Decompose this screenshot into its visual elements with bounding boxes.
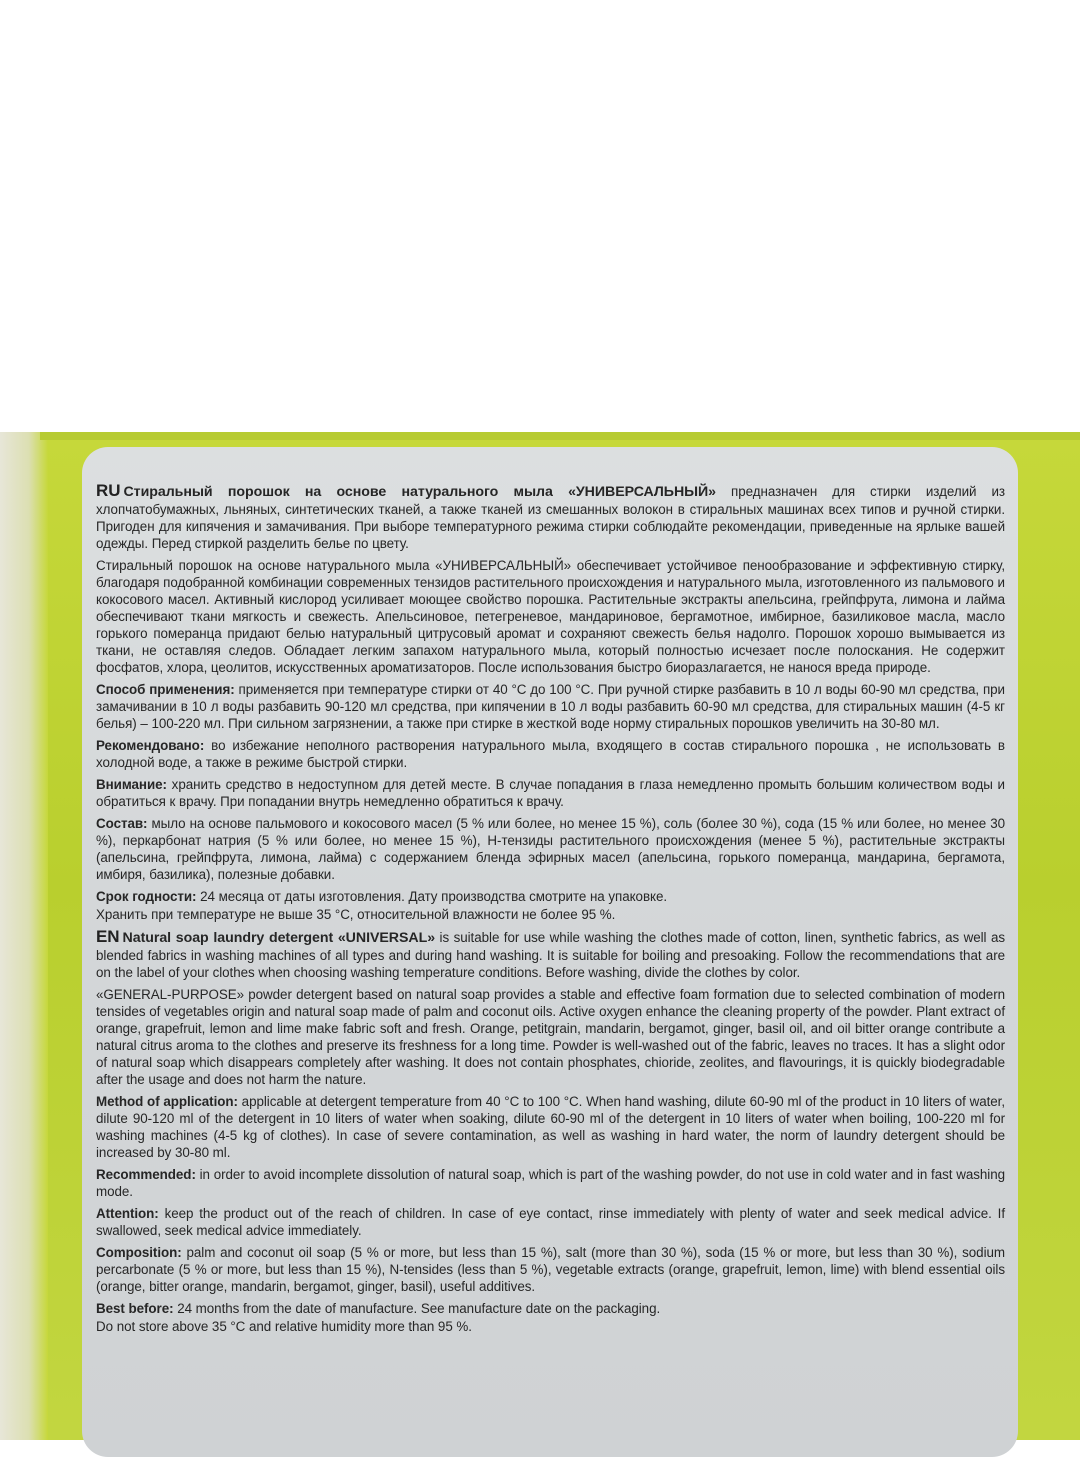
- ru-composition-label: Состав:: [96, 816, 148, 831]
- en-method-text: applicable at detergent temperature from 40 °C to 100 °C. When hand washing, dilute 60-90 ml of the product in 10 liters of water, dilute 90-120 ml of the detergent in 10 liters of water when soaking, dilute 60-90 ml of the detergent in 10 liters of water when boiling, 100-220 ml for washing machines (4-5 kg of clothes). In case of severe contamination, as well as washing in hard water, the norm of laundry detergent should be increased by 30-80 ml.: [96, 1094, 1005, 1160]
- ru-method-text: применяется при температуре стирки от 40 °С до 100 °С. При ручной стирке разбавить в 10 л воды 60-90 мл средства, при замачивании в 10 л воды разбавить 90-120 мл средства, при кипячении в 10 л воды разбавить 60-90 мл средства, для стиральных машин (4-5 кг белья) – 100-220 мл. При сильном загрязнении, а также при стирке в жесткой воде норму стиральных порошков увеличить на 30-80 мл.: [96, 682, 1005, 731]
- ru-recommended: [96, 737, 1005, 771]
- ru-method: [96, 681, 1005, 732]
- en-intro: [96, 928, 1005, 981]
- ru-intro: [96, 482, 1005, 552]
- ru-attention-text: хранить средство в недоступном для детей месте. В случае попадания в глаза немедленно промыть большим количеством воды и обратиться к врачу. При попадании внутрь немедленно обратиться к врачу.: [96, 777, 1005, 809]
- en-storage: Do not store above 35 °C and relative humidity more than 95 %.: [96, 1319, 472, 1334]
- en-description: «GENERAL-PURPOSE» powder detergent based on natural soap provides a stable and effective foam formation due to selected combination of modern tensides of vegetables origin and natural soap made of palm and coconut oils. Active oxygen enhance the cleaning property of the powder. Plant extract of orange, grapefruit, lemon and lime make fabric soft and fresh. Orange, petitgrain, mandarin, bergamot, ginger, basil oil, and oil bitter orange contribute a natural citrus aroma to the clothes and preserve its freshness for a long time. Powder is well-washed out of the fabric, leaves no traces. It has a slight odor of natural soap which disappears completely after washing. It does not contain phosphates, chioride, zeolites, and flavourings, it is quickly biodegradable after the usage and does not harm the nature.: [96, 987, 1005, 1087]
- en-composition-label: Composition:: [96, 1245, 182, 1260]
- en-composition-text: palm and coconut oil soap (5 % or more, but less than 15 %), salt (more than 30 %), soda (15 % or more, but less than 30 %), sodium percarbonate (5 % or more, but less than 15 %), N-tensides (less than 5 %), vegetable extracts (orange, grapefruit, lemon, lime) with blend essential oils (orange, bitter orange, mandarin, bergamot, ginger, basil), useful additives.: [96, 1245, 1005, 1294]
- en-best-label: Best before:: [96, 1301, 174, 1316]
- ru-intro-text: предназначен для стирки изделий из хлопчатобумажных, льняных, синтетических тканей, а также тканей из смешанных волокон в стиральных машинах всех типов и ручной стирки. Пригоден для кипячения и замачивания. При выборе температурного режима стирки соблюдайте рекомендации, приведенные на ярлыке вашей одежды. Перед стиркой разделить белье по цвету.: [96, 484, 1005, 551]
- en-attention-text: keep the product out of the reach of children. In case of eye contact, rinse immediately with plenty of water and seek medical advice. If swallowed, seek medical advice immediately.: [96, 1206, 1005, 1238]
- en-intro-text: is suitable for use while washing the clothes made of cotton, linen, synthetic fabrics, as well as blended fabrics in washing machines of all types and during hand washing. It is suitable for boiling and presoaking. Follow the recommendations that are on the label of your clothes when choosing washing temperature conditions. Before washing, divide the clothes by color.: [96, 930, 1005, 980]
- ru-product-title: Стиральный порошок на основе натурального мыла «УНИВЕРСАЛЬНЫЙ»: [123, 484, 716, 500]
- en-product-title: Natural soap laundry detergent «UNIVERSAL»: [122, 930, 436, 946]
- ru-composition-text: мыло на основе пальмового и кокосового масел (5 % или более, но менее 15 %), соль (более 30 %), сода (15 % или более, но менее 30 %), перкарбонат натрия (5 % или более, но менее 15 %), Н-тензиды растительного происхождения (менее 5 %), растительные экстракты (апельсина, грейпфрута, лимона, лайма) с содержанием бленда эфирных масел (апельсина, горького померанца, мандарина, бергамота, имбиря, базилика), полезные добавки.: [96, 816, 1005, 882]
- label-panel: [82, 447, 1018, 1457]
- en-method-label: Method of application:: [96, 1094, 238, 1109]
- ru-attention: [96, 776, 1005, 810]
- en-attention-label: Attention:: [96, 1206, 159, 1221]
- ru-shelf-life: [96, 888, 1005, 905]
- ru-method-label: Способ применения:: [96, 682, 235, 697]
- ru-attention-label: Внимание:: [96, 777, 167, 792]
- box-top-edge: [40, 432, 1080, 440]
- en-recommended: [96, 1166, 1005, 1200]
- ru-recommended-text: во избежание неполного растворения натурального мыла, входящего в состав стирального порошка , не использовать в холодной воде, а также в режиме быстрой стирки.: [96, 738, 1005, 770]
- en-best-before: [96, 1300, 1005, 1317]
- ru-recommended-label: Рекомендовано:: [96, 738, 205, 753]
- en-method: [96, 1093, 1005, 1161]
- ru-shelf-text: 24 месяца от даты изготовления. Дату производства смотрите на упаковке.: [196, 889, 668, 904]
- ru-storage: Хранить при температуре не выше 35 °С, относительной влажности не более 95 %.: [96, 907, 616, 922]
- en-composition: [96, 1244, 1005, 1295]
- en-best-text: 24 months from the date of manufacture. See manufacture date on the packaging.: [173, 1301, 661, 1316]
- en-lang-code: EN: [96, 927, 120, 946]
- en-recommended-text: in order to avoid incomplete dissolution of natural soap, which is part of the washing powder, do not use in cold water and in fast washing mode.: [96, 1167, 1005, 1199]
- ru-description: Стиральный порошок на основе натурального мыла «УНИВЕРСАЛЬНЫЙ» обеспечивает устойчивое пенообразование и эффективную стирку, благодаря подобранной комбинации современных тензидов растительного происхождения и натурального мыла, изготовленного из пальмового и кокосового масел. Активный кислород усиливает моющее свойство порошка. Растительные экстракты апельсина, грейпфрута, лимона и лайма обеспечивают ткани мягкость и свежесть. Апельсиновое, петегреневое, мандариновое, бергамотное, имбирное, базиликовое масла, масло горького померанца придают белью натуральный цитрусовый аромат и сохраняют свежесть белья надолго. Порошок хорошо вымывается из ткани, не оставляя следов. Обладает легким запахом натурального мыла, который полностью исчезает после полоскания. Не содержит фосфатов, хлора, цеолитов, искусственных ароматизаторов. После использования быстро биоразлагается, не нанося вреда природе.: [96, 558, 1005, 675]
- en-attention: [96, 1205, 1005, 1239]
- en-recommended-label: Recommended:: [96, 1167, 196, 1182]
- box-side-edge: [0, 432, 48, 1440]
- ru-composition: [96, 815, 1005, 883]
- ru-shelf-label: Срок годности:: [96, 889, 197, 904]
- ru-lang-code: RU: [96, 481, 121, 500]
